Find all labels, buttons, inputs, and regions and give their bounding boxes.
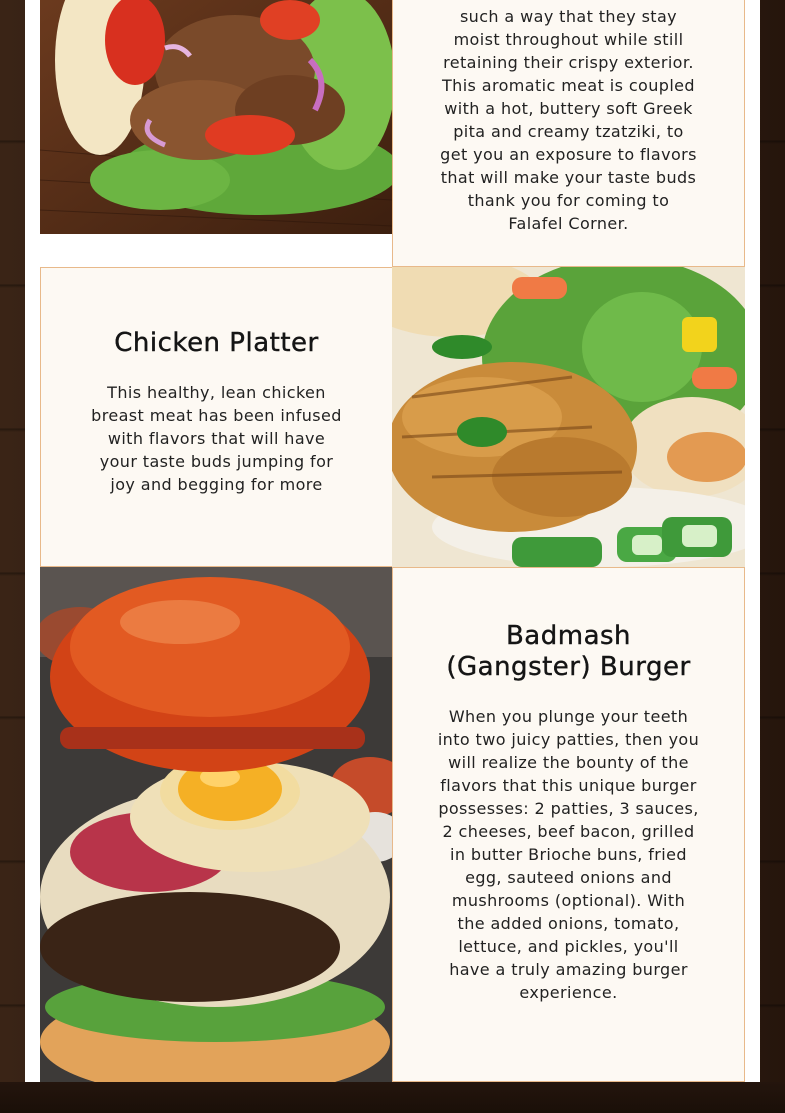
gyro-image [40, 0, 392, 234]
badmash-burger-card [392, 567, 745, 1082]
chicken-platter-description: This healthy, lean chicken breast meat has been infused with flavors that will have your taste buds jumping for joy and begging for more [91, 383, 342, 494]
page-footer-edge [0, 1082, 785, 1113]
chicken-platter-image [392, 267, 745, 567]
chicken-platter-title: Chicken Platter [114, 328, 319, 358]
gyro-description: such a way that they stay moist throughout while still retaining their crispy exterior. This aromatic meat is coupled with a hot, buttery soft Greek pita and creamy tzatziki, to get you an exposure to flavors that will make your taste buds thank you for coming to Falafel Corner. [440, 7, 697, 233]
badmash-burger-image [40, 567, 393, 1082]
chicken-platter-card [40, 267, 393, 567]
badmash-burger-description: When you plunge your teeth into two juicy patties, then you will realize the bounty of the flavors that this unique burger possesses: 2 patties, 3 sauces, 2 cheeses, beef bacon, grilled in butter Brioche buns, fried egg, sauteed onions and mushrooms (optional). With the added onions, tomato, lettuce, and pickles, you'll have a truly amazing burger experience. [437, 707, 700, 1002]
gyro-description-card [392, 0, 745, 267]
menu-panel [25, 0, 760, 1082]
badmash-burger-title: Badmash (Gangster) Burger [446, 621, 691, 682]
